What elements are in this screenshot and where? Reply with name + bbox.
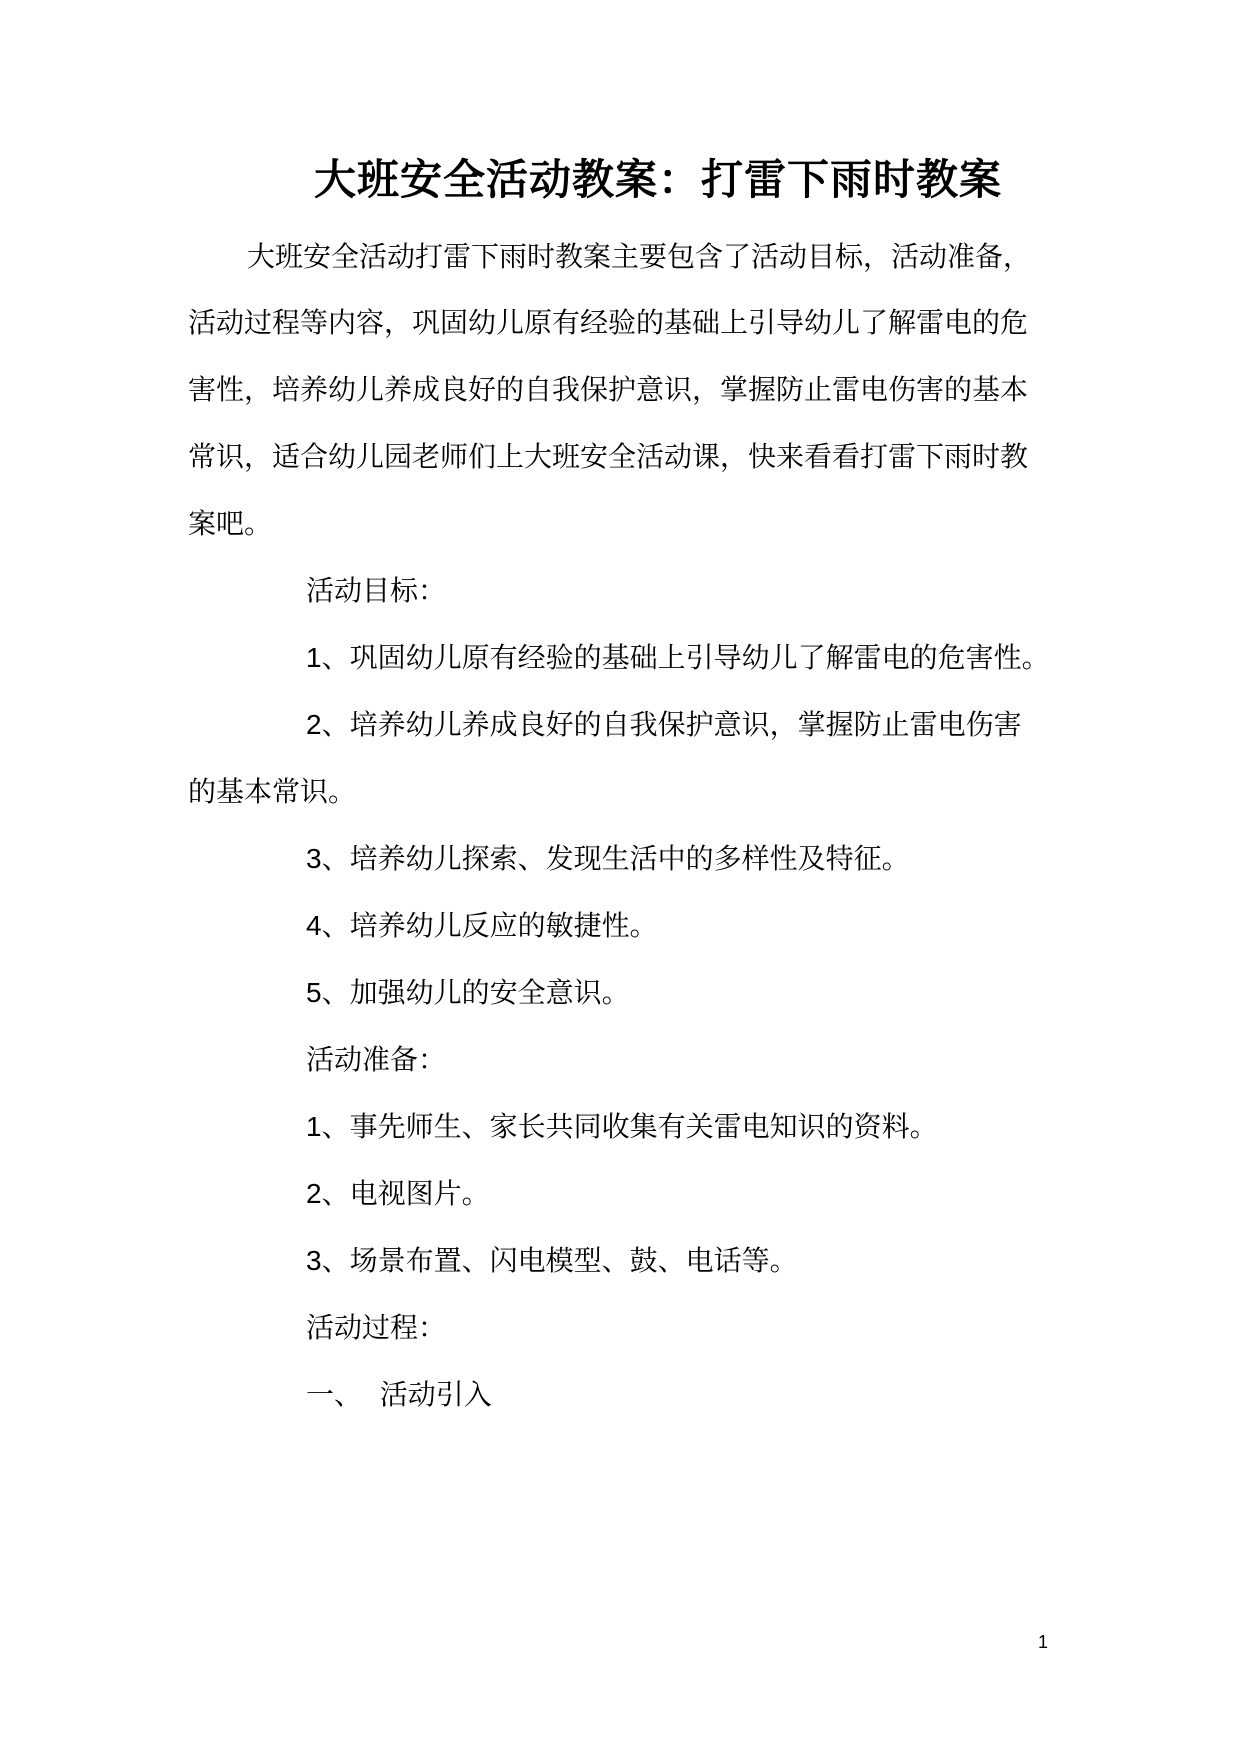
prep-heading: 活动准备： [306,1043,447,1076]
goal-number: 3 [306,843,322,874]
goal-item-4 [306,906,658,946]
prep-text: 、电视图片。 [321,1177,490,1210]
goal-number: 1 [306,642,322,673]
page-number: 1 [1038,1632,1049,1652]
goal-item-2 [306,705,1022,745]
intro-line-5: 案吧。 [188,507,273,540]
intro-line-3: 害性，培养幼儿养成良好的自我保护意识，掌握防止雷电伤害的基本 [188,373,1029,406]
prep-item-3 [306,1241,798,1281]
process-step-1: 一、 活动引入 [306,1378,492,1411]
goal-item-5 [306,973,630,1013]
goal-number: 2 [306,709,322,740]
prep-text: 、场景布置、闪电模型、鼓、电话等。 [321,1244,798,1277]
prep-number: 3 [306,1245,322,1276]
prep-text: 、事先师生、家长共同收集有关雷电知识的资料。 [321,1110,938,1143]
prep-item-2 [306,1174,490,1214]
intro-line-2: 活动过程等内容，巩固幼儿原有经验的基础上引导幼儿了解雷电的危 [188,306,1029,339]
prep-number: 2 [306,1178,322,1209]
document-title: 大班安全活动教案：打雷下雨时教案 [313,155,1002,204]
goal-number: 5 [306,977,322,1008]
goal-text: 、培养幼儿探索、发现生活中的多样性及特征。 [321,842,910,875]
goals-heading: 活动目标： [306,574,447,607]
goal-item-2-continued [188,772,356,812]
prep-item-1 [306,1107,938,1147]
goal-text: 的基本常识。 [188,775,357,808]
process-heading: 活动过程： [306,1311,447,1344]
goal-text: 、加强幼儿的安全意识。 [321,976,630,1009]
goal-text: 、巩固幼儿原有经验的基础上引导幼儿了解雷电的危害性。 [321,641,1050,674]
goal-item-3 [306,839,910,879]
goal-item-1 [306,638,1050,678]
prep-number: 1 [306,1111,322,1142]
goal-text: 、培养幼儿养成良好的自我保护意识，掌握防止雷电伤害 [321,708,1022,741]
goal-number: 4 [306,910,322,941]
intro-line-4: 常识，适合幼儿园老师们上大班安全活动课，快来看看打雷下雨时教 [188,440,1029,473]
intro-line-1: 大班安全活动打雷下雨时教案主要包含了活动目标，活动准备， [247,240,1032,273]
goal-text: 、培养幼儿反应的敏捷性。 [321,909,658,942]
